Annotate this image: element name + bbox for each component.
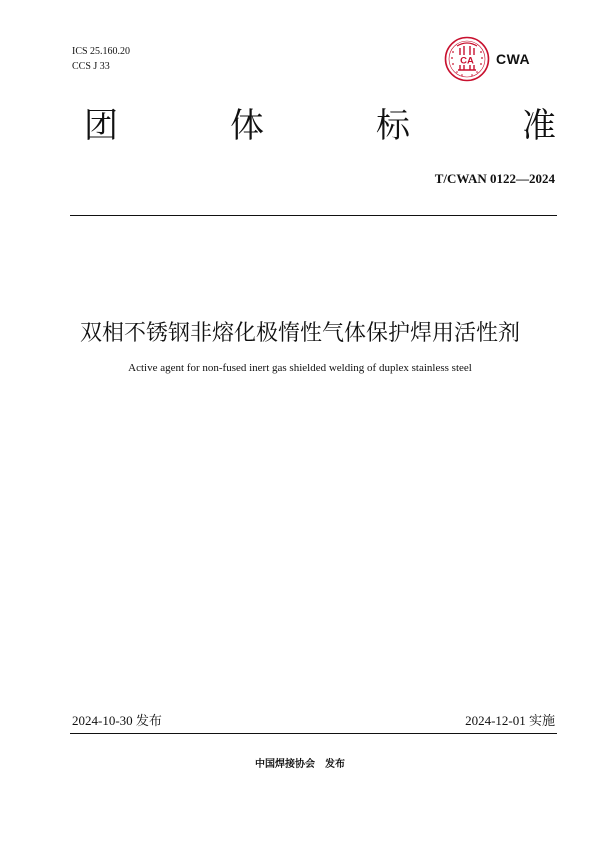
logo-text: CWA <box>496 51 531 67</box>
logo-letters: CA <box>460 55 474 67</box>
ccs-code: CCS J 33 <box>72 61 110 72</box>
top-divider <box>70 215 557 216</box>
bottom-divider <box>70 733 557 734</box>
doc-type-char: 准 <box>522 106 556 146</box>
doc-type-char: 团 <box>84 106 118 146</box>
ics-code: ICS 25.160.20 <box>72 46 131 57</box>
doc-type-char: 体 <box>230 106 264 146</box>
publisher-action: 发布 <box>325 759 345 770</box>
publisher-line <box>0 758 600 772</box>
document-type-heading <box>84 104 556 148</box>
classification-codes <box>72 44 130 74</box>
cwa-emblem-icon <box>444 36 490 82</box>
publisher-name: 中国焊接协会 <box>255 759 315 770</box>
standard-number: T/CWAN 0122—2024 <box>434 171 555 186</box>
cwa-logo <box>444 36 554 82</box>
title-english: Active agent for non-fused inert gas shielded welding of duplex stainless steel <box>128 362 472 374</box>
doc-type-char: 标 <box>376 106 410 146</box>
title-chinese: 双相不锈钢非熔化极惰性气体保护焊用活性剂 <box>79 321 520 346</box>
issue-date: 2024-10-30 发布 <box>72 713 162 728</box>
implementation-date: 2024-12-01 实施 <box>465 713 555 728</box>
